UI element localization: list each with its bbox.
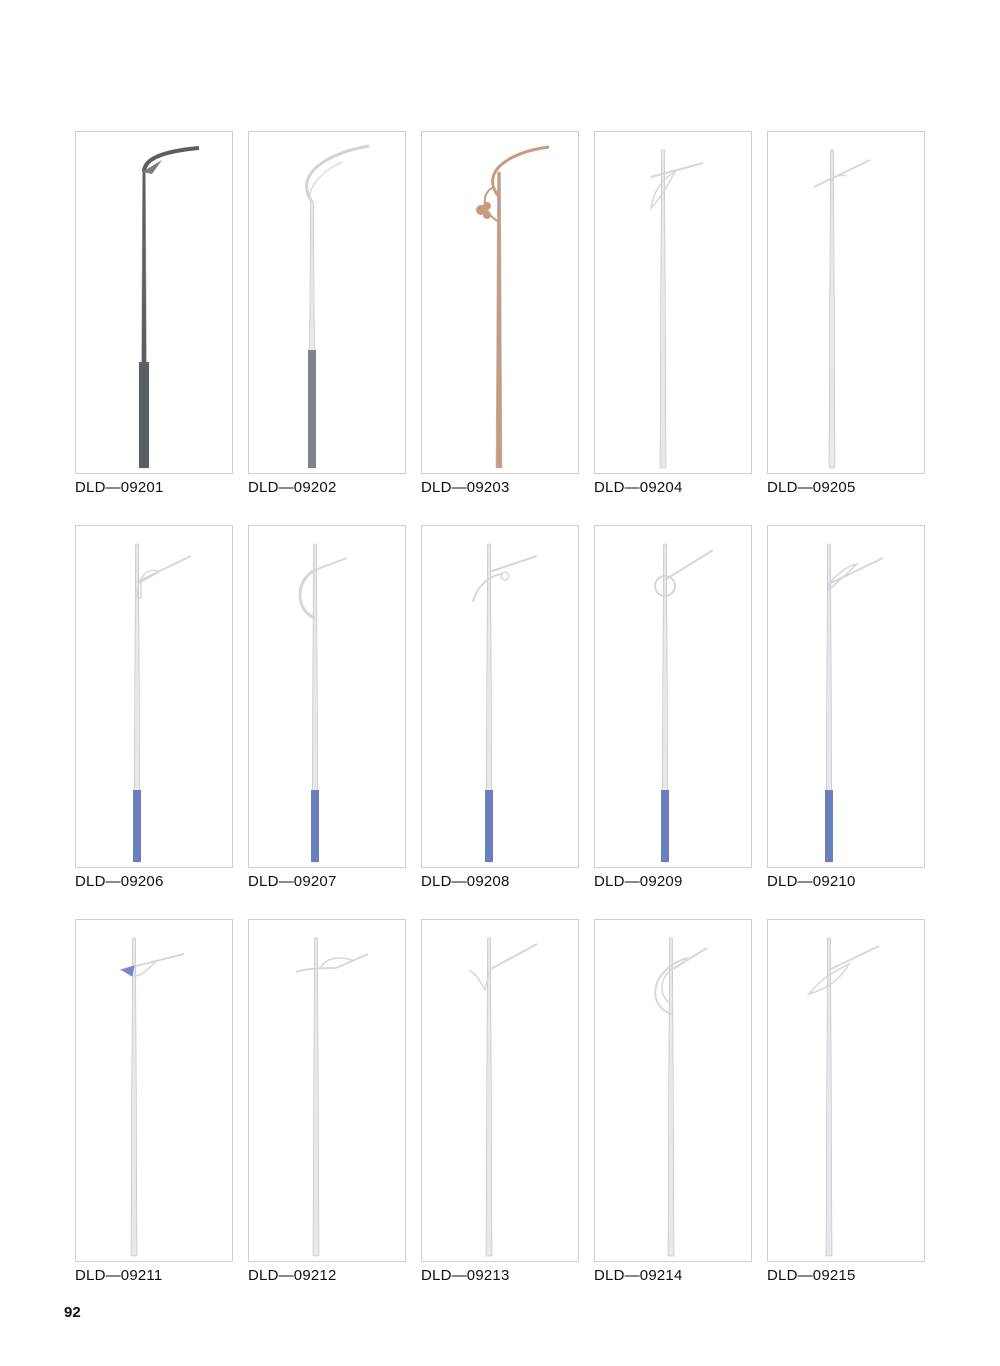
lamp-pole-drawing	[768, 526, 926, 869]
double-curve-arm-icon	[655, 948, 707, 1014]
product-card	[421, 525, 579, 890]
product-image-frame	[767, 131, 925, 474]
pole-shaft-icon	[486, 938, 492, 1256]
flat-arm-icon	[296, 954, 368, 972]
pole-base-icon	[133, 790, 141, 862]
product-image-frame	[421, 919, 579, 1262]
pole-shaft-icon	[131, 938, 137, 1256]
product-image-frame	[421, 525, 579, 868]
product-image-frame	[248, 131, 406, 474]
lamp-pole-drawing	[76, 132, 234, 475]
product-image-frame	[767, 919, 925, 1262]
product-image-frame	[594, 525, 752, 868]
product-image-frame	[75, 919, 233, 1262]
product-card	[594, 525, 752, 890]
lamp-pole-drawing	[595, 920, 753, 1263]
product-image-frame	[421, 131, 579, 474]
page-number: 92	[64, 1304, 81, 1321]
lamp-pole-drawing	[422, 920, 580, 1263]
pole-base-icon	[661, 790, 669, 862]
pole-shaft-icon	[668, 938, 674, 1256]
product-image-frame	[594, 131, 752, 474]
product-image-frame	[248, 525, 406, 868]
product-code: DLD—09213	[421, 1267, 510, 1284]
product-code: DLD—09206	[75, 873, 164, 890]
product-code: DLD—09205	[767, 479, 856, 496]
product-card	[767, 919, 925, 1284]
product-card	[75, 525, 233, 890]
product-card	[421, 919, 579, 1284]
lamp-pole-drawing	[422, 526, 580, 869]
lamp-pole-drawing	[595, 526, 753, 869]
product-card	[248, 131, 406, 496]
pole-shaft-icon	[496, 172, 502, 468]
c-curve-arm-icon	[300, 558, 347, 618]
pole-shaft-icon	[660, 150, 666, 468]
product-image-frame	[767, 525, 925, 868]
leaf-arm-icon	[651, 163, 703, 208]
product-code: DLD—09207	[248, 873, 337, 890]
lamp-pole-drawing	[768, 132, 926, 475]
pole-shaft-icon	[313, 938, 319, 1256]
product-code: DLD—09210	[767, 873, 856, 890]
hook-arm-icon	[473, 556, 537, 602]
pole-base-icon	[825, 790, 833, 862]
pole-base-icon	[485, 790, 493, 862]
lamp-pole-drawing	[76, 526, 234, 869]
product-card	[75, 131, 233, 496]
pole-base-icon	[139, 362, 149, 468]
flag-arm-icon	[469, 944, 537, 990]
lamp-pole-drawing	[249, 920, 407, 1263]
pole-base-icon	[308, 350, 316, 468]
lamp-pole-drawing	[595, 132, 753, 475]
product-code: DLD—09201	[75, 479, 164, 496]
lamp-pole-drawing	[249, 132, 407, 475]
product-image-frame	[75, 525, 233, 868]
blade-arm-icon	[809, 946, 879, 994]
swan-dark-icon	[142, 148, 199, 174]
lamp-pole-drawing	[768, 920, 926, 1263]
blue-bracket-arm-icon	[120, 954, 184, 976]
lamp-pole-drawing	[249, 526, 407, 869]
swan-light-icon	[307, 146, 369, 202]
quarter-arc-arm-icon	[137, 556, 191, 598]
product-code: DLD—09208	[421, 873, 510, 890]
product-card	[767, 525, 925, 890]
lamp-pole-drawing	[76, 920, 234, 1263]
lamp-pole-drawing	[422, 132, 580, 475]
product-image-frame	[248, 919, 406, 1262]
pole-base-icon	[311, 790, 319, 862]
product-card	[248, 525, 406, 890]
wing-arm-icon	[829, 558, 883, 590]
product-image-frame	[594, 919, 752, 1262]
product-card	[594, 131, 752, 496]
ornate-copper-icon	[476, 147, 549, 222]
half-moon-arm-icon	[814, 160, 870, 187]
product-image-frame	[75, 131, 233, 474]
product-code: DLD—09202	[248, 479, 337, 496]
product-card	[248, 919, 406, 1284]
pole-shaft-icon	[829, 150, 835, 468]
product-card	[594, 919, 752, 1284]
product-card	[767, 131, 925, 496]
product-code: DLD—09209	[594, 873, 683, 890]
product-code: DLD—09203	[421, 479, 510, 496]
product-code: DLD—09212	[248, 1267, 337, 1284]
product-card	[421, 131, 579, 496]
product-code: DLD—09214	[594, 1267, 683, 1284]
product-code: DLD—09215	[767, 1267, 856, 1284]
product-code: DLD—09204	[594, 479, 683, 496]
product-code: DLD—09211	[75, 1267, 163, 1284]
product-card	[75, 919, 233, 1284]
